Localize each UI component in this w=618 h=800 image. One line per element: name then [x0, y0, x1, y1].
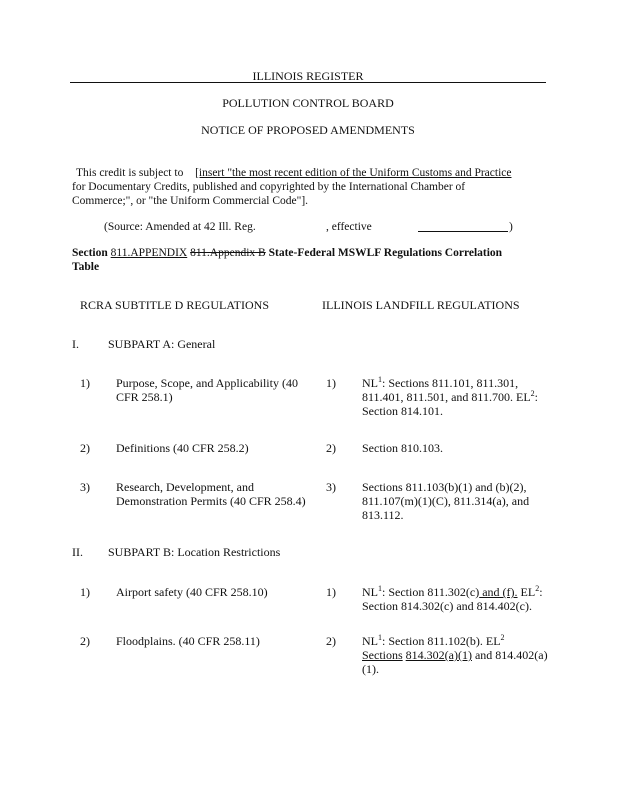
ref-text-added: Sections [362, 648, 403, 662]
footnote-marker: 2 [530, 389, 535, 398]
ref-text: : Sections 811.101, 811.301, 811.401, 811.501, and 811.700. EL [362, 376, 531, 404]
ref-text: NL [362, 376, 378, 390]
illinois-reference [362, 634, 552, 676]
rcra-reference: Airport safety (40 CFR 258.10) [116, 585, 268, 599]
footnote-marker: 1 [378, 584, 382, 593]
ref-text-added: 814.302(a)(1) [405, 648, 472, 662]
notice-title: NOTICE OF PROPOSED AMENDMENTS [201, 123, 415, 137]
ref-text: : Section 814.302(c) and 814.402(c). [362, 585, 543, 613]
illinois-reference: Sections 811.103(b)(1) and (b)(2), 811.107(m)(1)(C), 811.314(a), and 813.112. [362, 480, 530, 522]
subpart-a-numeral: I. [72, 337, 79, 351]
credit-pre: This credit is subject to [76, 167, 184, 179]
row-number-right: 2) [326, 634, 336, 648]
section-old-title: 811.Appendix B [190, 247, 266, 259]
section-prefix: Section [72, 247, 108, 259]
row-number: 1) [80, 585, 90, 599]
ref-text: NL [362, 585, 378, 599]
ref-text: : Section 814.101. [362, 390, 538, 418]
row-number: 2) [80, 441, 90, 455]
row-number-right: 2) [326, 441, 336, 455]
subpart-a-title: SUBPART A: General [108, 337, 216, 351]
rcra-reference: Purpose, Scope, and Applicability (40 CFR 258.1) [116, 376, 298, 404]
footnote-marker: 2 [500, 633, 505, 642]
column-header-left: RCRA SUBTITLE D REGULATIONS [80, 298, 270, 312]
credit-line3: Commerce;", or "the Uniform Commercial Code"]. [72, 195, 309, 207]
ref-text: NL [362, 634, 378, 648]
footnote-marker: 2 [535, 584, 540, 593]
source-effective: , effective [326, 221, 372, 233]
credit-line2: for Documentary Credits, published and copyrighted by the International Chamber of [72, 181, 466, 193]
subpart-b-title: SUBPART B: Location Restrictions [108, 545, 281, 559]
row-number-right: 1) [326, 376, 336, 390]
row-number: 3) [80, 480, 90, 494]
column-header-right: ILLINOIS LANDFILL REGULATIONS [322, 298, 520, 312]
section-title-line2: Table [72, 261, 100, 273]
ref-text: EL [517, 585, 536, 599]
ref-text: : Section 811.102(b). EL [382, 634, 501, 648]
section-new-title: 811.APPENDIX [110, 247, 188, 259]
row-number: 2) [80, 634, 90, 648]
illinois-reference [362, 376, 542, 418]
rcra-reference: Research, Development, and Demonstration Permits (40 CFR 258.4) [116, 480, 306, 508]
footnote-marker: 1 [378, 633, 382, 642]
source-note: (Source: Amended at 42 Ill. Reg. [104, 221, 256, 233]
credit-paragraph [76, 166, 556, 180]
register-title: ILLINOIS REGISTER [252, 69, 364, 83]
row-number: 1) [80, 376, 90, 390]
footnote-marker: 1 [378, 375, 382, 384]
source-close: ) [509, 221, 513, 233]
illinois-reference: Section 810.103. [362, 441, 443, 455]
row-number-right: 1) [326, 585, 336, 599]
credit-insert-line1: [insert "the most recent edition of the Uniform Customs and Practice [195, 167, 512, 179]
ref-text: : Section 811.302(c) [382, 585, 480, 599]
row-number-right: 3) [326, 480, 336, 494]
illinois-reference [362, 585, 552, 613]
ref-text-added: and (f). [479, 585, 518, 599]
subpart-b-numeral: II. [72, 545, 83, 559]
board-title: POLLUTION CONTROL BOARD [222, 96, 394, 110]
section-heading [72, 246, 552, 260]
rcra-reference: Floodplains. (40 CFR 258.11) [116, 634, 260, 648]
rcra-reference: Definitions (40 CFR 258.2) [116, 441, 249, 455]
effective-blank-line [418, 231, 508, 232]
ref-text: and 814.402(a)(1). [362, 648, 548, 676]
section-title-rest: State-Federal MSWLF Regulations Correlation [268, 247, 503, 259]
